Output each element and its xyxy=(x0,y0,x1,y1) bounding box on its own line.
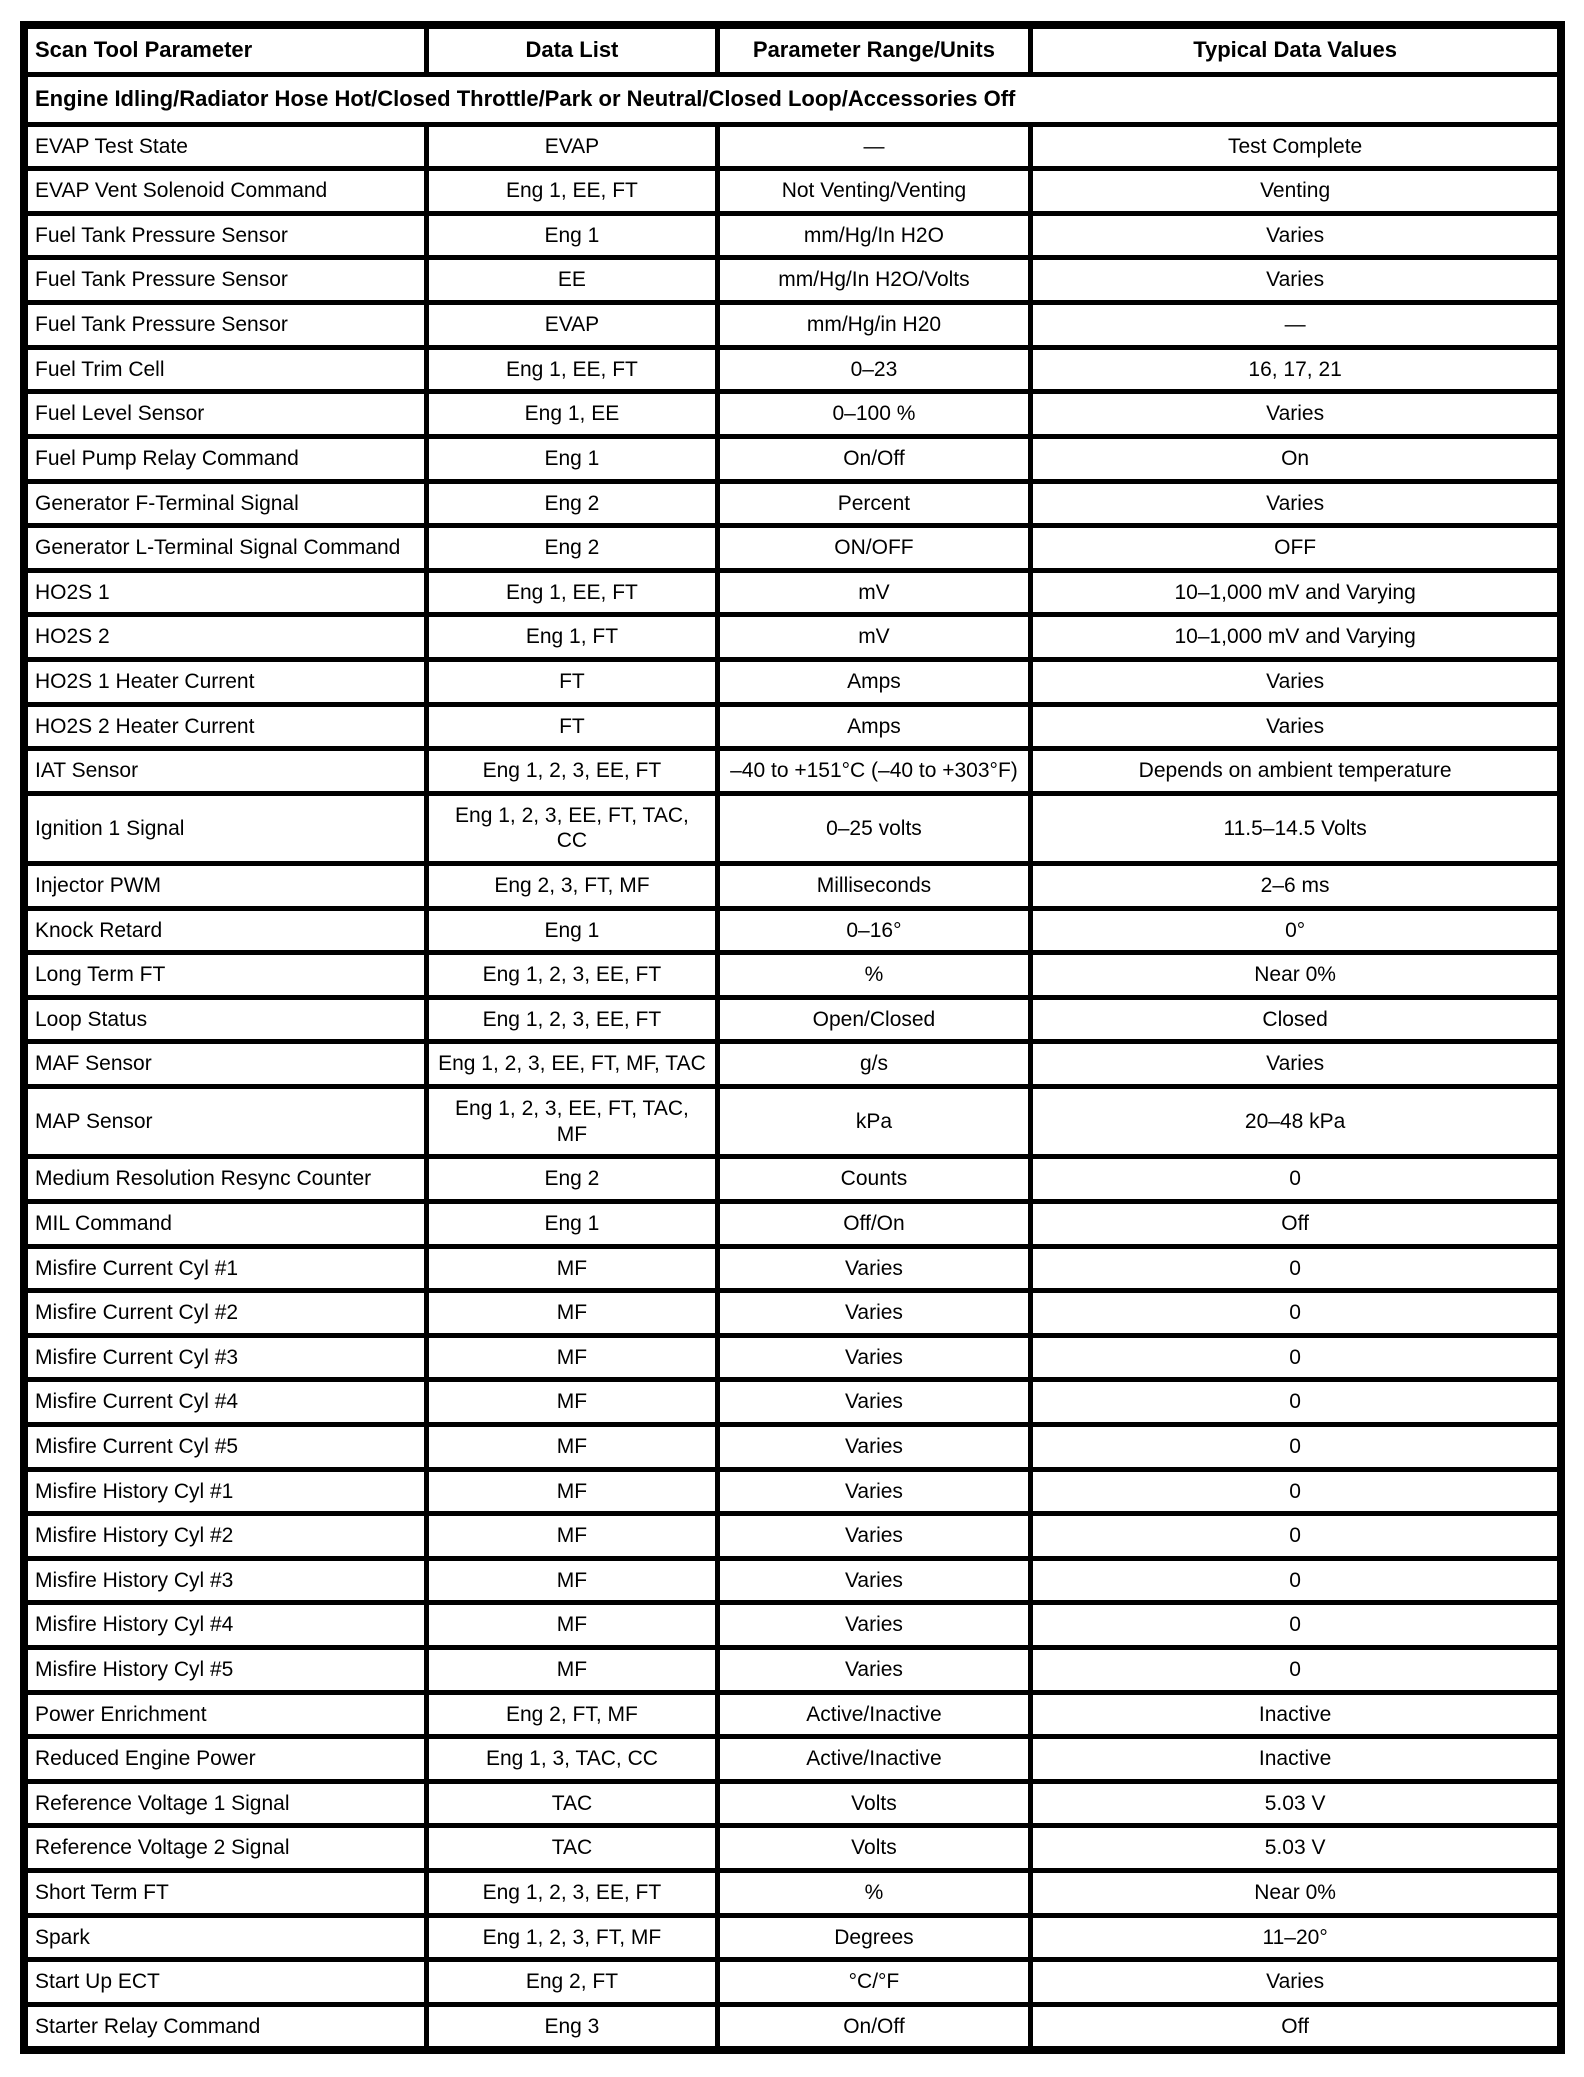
typical-value-cell: Closed xyxy=(1031,997,1561,1042)
table-row xyxy=(24,1960,1561,2005)
param-cell: HO2S 1 xyxy=(24,570,427,615)
typical-value-cell: 0 xyxy=(1031,1335,1561,1380)
param-cell: Misfire Current Cyl #3 xyxy=(24,1335,427,1380)
range-units-cell: mV xyxy=(717,615,1031,660)
column-header-data-list: Data List xyxy=(427,25,717,74)
data-list-cell: MF xyxy=(427,1246,717,1291)
typical-value-cell: 0 xyxy=(1031,1157,1561,1202)
param-cell: Starter Relay Command xyxy=(24,2004,427,2050)
column-header-typical-data-values: Typical Data Values xyxy=(1031,25,1561,74)
range-units-cell: Varies xyxy=(717,1469,1031,1514)
table-row xyxy=(24,1781,1561,1826)
range-units-cell: mm/Hg/In H2O/Volts xyxy=(717,258,1031,303)
table-header xyxy=(24,25,1561,74)
table-row xyxy=(24,1514,1561,1559)
data-list-cell: Eng 1, EE xyxy=(427,392,717,437)
data-list-cell: Eng 2, FT, MF xyxy=(427,1692,717,1737)
param-cell: Misfire Current Cyl #1 xyxy=(24,1246,427,1291)
typical-value-cell: 0 xyxy=(1031,1291,1561,1336)
typical-value-cell: Depends on ambient temperature xyxy=(1031,749,1561,794)
range-units-cell: Open/Closed xyxy=(717,997,1031,1042)
typical-value-cell: 0 xyxy=(1031,1246,1561,1291)
typical-value-cell: On xyxy=(1031,436,1561,481)
table-row xyxy=(24,864,1561,909)
data-list-cell: MF xyxy=(427,1335,717,1380)
range-units-cell: Off/On xyxy=(717,1201,1031,1246)
param-cell: Short Term FT xyxy=(24,1871,427,1916)
param-cell: Fuel Tank Pressure Sensor xyxy=(24,213,427,258)
param-cell: Misfire History Cyl #2 xyxy=(24,1514,427,1559)
range-units-cell: 0–16° xyxy=(717,908,1031,953)
typical-value-cell: Test Complete xyxy=(1031,124,1561,169)
table-row xyxy=(24,1157,1561,1202)
data-list-cell: Eng 2 xyxy=(427,1157,717,1202)
param-cell: Ignition 1 Signal xyxy=(24,793,427,863)
typical-value-cell: Near 0% xyxy=(1031,1871,1561,1916)
table-body xyxy=(24,74,1561,2050)
table-row xyxy=(24,1335,1561,1380)
table-row xyxy=(24,347,1561,392)
param-cell: Long Term FT xyxy=(24,953,427,998)
range-units-cell: Varies xyxy=(717,1246,1031,1291)
typical-value-cell: Venting xyxy=(1031,169,1561,214)
table-row xyxy=(24,2004,1561,2050)
data-list-cell: MF xyxy=(427,1647,717,1692)
data-list-cell: Eng 1, 2, 3, EE, FT xyxy=(427,997,717,1042)
typical-value-cell: Varies xyxy=(1031,704,1561,749)
table-row xyxy=(24,749,1561,794)
data-list-cell: Eng 1, EE, FT xyxy=(427,347,717,392)
typical-value-cell: 16, 17, 21 xyxy=(1031,347,1561,392)
typical-value-cell: 0° xyxy=(1031,908,1561,953)
table-row xyxy=(24,213,1561,258)
typical-value-cell: Varies xyxy=(1031,392,1561,437)
table-row xyxy=(24,1380,1561,1425)
table-row xyxy=(24,258,1561,303)
table-row xyxy=(24,1201,1561,1246)
param-cell: MAF Sensor xyxy=(24,1042,427,1087)
typical-value-cell: 2–6 ms xyxy=(1031,864,1561,909)
range-units-cell: Percent xyxy=(717,481,1031,526)
param-cell: Spark xyxy=(24,1915,427,1960)
table-row xyxy=(24,1424,1561,1469)
range-units-cell: — xyxy=(717,124,1031,169)
data-list-cell: Eng 1, 2, 3, EE, FT xyxy=(427,953,717,998)
range-units-cell: Volts xyxy=(717,1826,1031,1871)
param-cell: HO2S 2 xyxy=(24,615,427,660)
param-cell: Power Enrichment xyxy=(24,1692,427,1737)
param-cell: Reduced Engine Power xyxy=(24,1737,427,1782)
data-list-cell: TAC xyxy=(427,1781,717,1826)
table-row xyxy=(24,392,1561,437)
param-cell: Misfire Current Cyl #2 xyxy=(24,1291,427,1336)
range-units-cell: Volts xyxy=(717,1781,1031,1826)
param-cell: Knock Retard xyxy=(24,908,427,953)
range-units-cell: mm/Hg/in H20 xyxy=(717,303,1031,348)
data-list-cell: EE xyxy=(427,258,717,303)
table-row xyxy=(24,1692,1561,1737)
table-row xyxy=(24,1647,1561,1692)
range-units-cell: ON/OFF xyxy=(717,526,1031,571)
typical-value-cell: — xyxy=(1031,303,1561,348)
param-cell: HO2S 2 Heater Current xyxy=(24,704,427,749)
param-cell: Misfire History Cyl #1 xyxy=(24,1469,427,1514)
param-cell: Reference Voltage 2 Signal xyxy=(24,1826,427,1871)
range-units-cell: % xyxy=(717,1871,1031,1916)
data-list-cell: Eng 1, 2, 3, EE, FT, MF, TAC xyxy=(427,1042,717,1087)
param-cell: Fuel Trim Cell xyxy=(24,347,427,392)
data-list-cell: Eng 1, EE, FT xyxy=(427,570,717,615)
typical-value-cell: Varies xyxy=(1031,213,1561,258)
data-list-cell: MF xyxy=(427,1380,717,1425)
table-row xyxy=(24,169,1561,214)
data-list-cell: MF xyxy=(427,1291,717,1336)
param-cell: Injector PWM xyxy=(24,864,427,909)
range-units-cell: Varies xyxy=(717,1514,1031,1559)
data-list-cell: EVAP xyxy=(427,124,717,169)
table-row xyxy=(24,1042,1561,1087)
range-units-cell: –40 to +151°C (–40 to +303°F) xyxy=(717,749,1031,794)
data-list-cell: MF xyxy=(427,1603,717,1648)
table-row xyxy=(24,1603,1561,1648)
data-list-cell: FT xyxy=(427,704,717,749)
typical-value-cell: Varies xyxy=(1031,1960,1561,2005)
data-list-cell: TAC xyxy=(427,1826,717,1871)
param-cell: Medium Resolution Resync Counter xyxy=(24,1157,427,1202)
param-cell: MAP Sensor xyxy=(24,1087,427,1157)
data-list-cell: MF xyxy=(427,1558,717,1603)
typical-value-cell: 0 xyxy=(1031,1469,1561,1514)
param-cell: Misfire History Cyl #4 xyxy=(24,1603,427,1648)
table-row xyxy=(24,1826,1561,1871)
typical-value-cell: Off xyxy=(1031,1201,1561,1246)
range-units-cell: Varies xyxy=(717,1603,1031,1648)
data-list-cell: Eng 1, 2, 3, EE, FT xyxy=(427,1871,717,1916)
range-units-cell: Not Venting/Venting xyxy=(717,169,1031,214)
table-row xyxy=(24,1291,1561,1336)
param-cell: IAT Sensor xyxy=(24,749,427,794)
range-units-cell: Active/Inactive xyxy=(717,1692,1031,1737)
data-list-cell: MF xyxy=(427,1424,717,1469)
table-row xyxy=(24,1246,1561,1291)
range-units-cell: mm/Hg/In H2O xyxy=(717,213,1031,258)
typical-value-cell: 0 xyxy=(1031,1558,1561,1603)
typical-value-cell: Varies xyxy=(1031,1042,1561,1087)
table-row xyxy=(24,704,1561,749)
typical-value-cell: Off xyxy=(1031,2004,1561,2050)
table-row xyxy=(24,1558,1561,1603)
table-row xyxy=(24,481,1561,526)
typical-value-cell: 10–1,000 mV and Varying xyxy=(1031,615,1561,660)
param-cell: Fuel Tank Pressure Sensor xyxy=(24,258,427,303)
table-row xyxy=(24,953,1561,998)
param-cell: EVAP Vent Solenoid Command xyxy=(24,169,427,214)
typical-value-cell: Varies xyxy=(1031,481,1561,526)
typical-value-cell: 10–1,000 mV and Varying xyxy=(1031,570,1561,615)
range-units-cell: Counts xyxy=(717,1157,1031,1202)
param-cell: MIL Command xyxy=(24,1201,427,1246)
param-cell: Misfire History Cyl #3 xyxy=(24,1558,427,1603)
range-units-cell: On/Off xyxy=(717,2004,1031,2050)
table-row xyxy=(24,615,1561,660)
table-row xyxy=(24,793,1561,863)
param-cell: Misfire Current Cyl #4 xyxy=(24,1380,427,1425)
column-header-scan-tool-parameter: Scan Tool Parameter xyxy=(24,25,427,74)
table-row xyxy=(24,526,1561,571)
test-conditions-text: Engine Idling/Radiator Hose Hot/Closed Throttle/Park or Neutral/Closed Loop/Accessories Off xyxy=(24,74,1561,124)
data-list-cell: Eng 1 xyxy=(427,1201,717,1246)
param-cell: Fuel Level Sensor xyxy=(24,392,427,437)
param-cell: Fuel Pump Relay Command xyxy=(24,436,427,481)
range-units-cell: 0–25 volts xyxy=(717,793,1031,863)
param-cell: Reference Voltage 1 Signal xyxy=(24,1781,427,1826)
range-units-cell: kPa xyxy=(717,1087,1031,1157)
data-list-cell: EVAP xyxy=(427,303,717,348)
typical-value-cell: Varies xyxy=(1031,258,1561,303)
table-row xyxy=(24,124,1561,169)
data-list-cell: Eng 3 xyxy=(427,2004,717,2050)
typical-value-cell: 11.5–14.5 Volts xyxy=(1031,793,1561,863)
data-list-cell: MF xyxy=(427,1514,717,1559)
range-units-cell: On/Off xyxy=(717,436,1031,481)
table-row xyxy=(24,303,1561,348)
data-list-cell: Eng 1, EE, FT xyxy=(427,169,717,214)
param-cell: Fuel Tank Pressure Sensor xyxy=(24,303,427,348)
data-list-cell: Eng 1 xyxy=(427,436,717,481)
typical-value-cell: Near 0% xyxy=(1031,953,1561,998)
data-list-cell: Eng 2, 3, FT, MF xyxy=(427,864,717,909)
table-row xyxy=(24,659,1561,704)
typical-value-cell: 0 xyxy=(1031,1603,1561,1648)
range-units-cell: mV xyxy=(717,570,1031,615)
range-units-cell: Degrees xyxy=(717,1915,1031,1960)
data-list-cell: Eng 1, 2, 3, EE, FT, TAC, CC xyxy=(427,793,717,863)
typical-value-cell: Inactive xyxy=(1031,1737,1561,1782)
param-cell: EVAP Test State xyxy=(24,124,427,169)
data-list-cell: Eng 2 xyxy=(427,481,717,526)
range-units-cell: Varies xyxy=(717,1647,1031,1692)
typical-value-cell: 0 xyxy=(1031,1647,1561,1692)
range-units-cell: Active/Inactive xyxy=(717,1737,1031,1782)
range-units-cell: Varies xyxy=(717,1291,1031,1336)
table-row xyxy=(24,1871,1561,1916)
table-row xyxy=(24,1915,1561,1960)
table-row xyxy=(24,1469,1561,1514)
table-row xyxy=(24,1737,1561,1782)
table-row xyxy=(24,997,1561,1042)
data-list-cell: MF xyxy=(427,1469,717,1514)
table-row xyxy=(24,570,1561,615)
test-conditions-row xyxy=(24,74,1561,124)
table-row xyxy=(24,1087,1561,1157)
data-list-cell: Eng 1, 3, TAC, CC xyxy=(427,1737,717,1782)
data-list-cell: Eng 1, 2, 3, EE, FT xyxy=(427,749,717,794)
typical-value-cell: OFF xyxy=(1031,526,1561,571)
range-units-cell: Milliseconds xyxy=(717,864,1031,909)
range-units-cell: 0–23 xyxy=(717,347,1031,392)
range-units-cell: Varies xyxy=(717,1424,1031,1469)
typical-value-cell: 11–20° xyxy=(1031,1915,1561,1960)
range-units-cell: 0–100 % xyxy=(717,392,1031,437)
range-units-cell: Varies xyxy=(717,1558,1031,1603)
range-units-cell: Amps xyxy=(717,704,1031,749)
range-units-cell: Amps xyxy=(717,659,1031,704)
scan-tool-data-table xyxy=(20,21,1565,2054)
typical-value-cell: 0 xyxy=(1031,1424,1561,1469)
typical-value-cell: 5.03 V xyxy=(1031,1781,1561,1826)
data-list-cell: Eng 1, 2, 3, EE, FT, TAC, MF xyxy=(427,1087,717,1157)
range-units-cell: °C/°F xyxy=(717,1960,1031,2005)
typical-value-cell: 0 xyxy=(1031,1514,1561,1559)
data-list-cell: Eng 1, 2, 3, FT, MF xyxy=(427,1915,717,1960)
param-cell: Misfire History Cyl #5 xyxy=(24,1647,427,1692)
table-row xyxy=(24,908,1561,953)
data-list-cell: Eng 1, FT xyxy=(427,615,717,660)
param-cell: Start Up ECT xyxy=(24,1960,427,2005)
data-list-cell: Eng 1 xyxy=(427,908,717,953)
range-units-cell: Varies xyxy=(717,1335,1031,1380)
param-cell: Loop Status xyxy=(24,997,427,1042)
param-cell: Generator L-Terminal Signal Command xyxy=(24,526,427,571)
typical-value-cell: 0 xyxy=(1031,1380,1561,1425)
typical-value-cell: 20–48 kPa xyxy=(1031,1087,1561,1157)
header-row xyxy=(24,25,1561,74)
data-list-cell: FT xyxy=(427,659,717,704)
param-cell: Generator F-Terminal Signal xyxy=(24,481,427,526)
data-list-cell: Eng 2 xyxy=(427,526,717,571)
data-list-cell: Eng 2, FT xyxy=(427,1960,717,2005)
typical-value-cell: Inactive xyxy=(1031,1692,1561,1737)
range-units-cell: % xyxy=(717,953,1031,998)
range-units-cell: Varies xyxy=(717,1380,1031,1425)
column-header-parameter-range-units: Parameter Range/Units xyxy=(717,25,1031,74)
param-cell: Misfire Current Cyl #5 xyxy=(24,1424,427,1469)
typical-value-cell: 5.03 V xyxy=(1031,1826,1561,1871)
range-units-cell: g/s xyxy=(717,1042,1031,1087)
table-row xyxy=(24,436,1561,481)
data-list-cell: Eng 1 xyxy=(427,213,717,258)
param-cell: HO2S 1 Heater Current xyxy=(24,659,427,704)
typical-value-cell: Varies xyxy=(1031,659,1561,704)
